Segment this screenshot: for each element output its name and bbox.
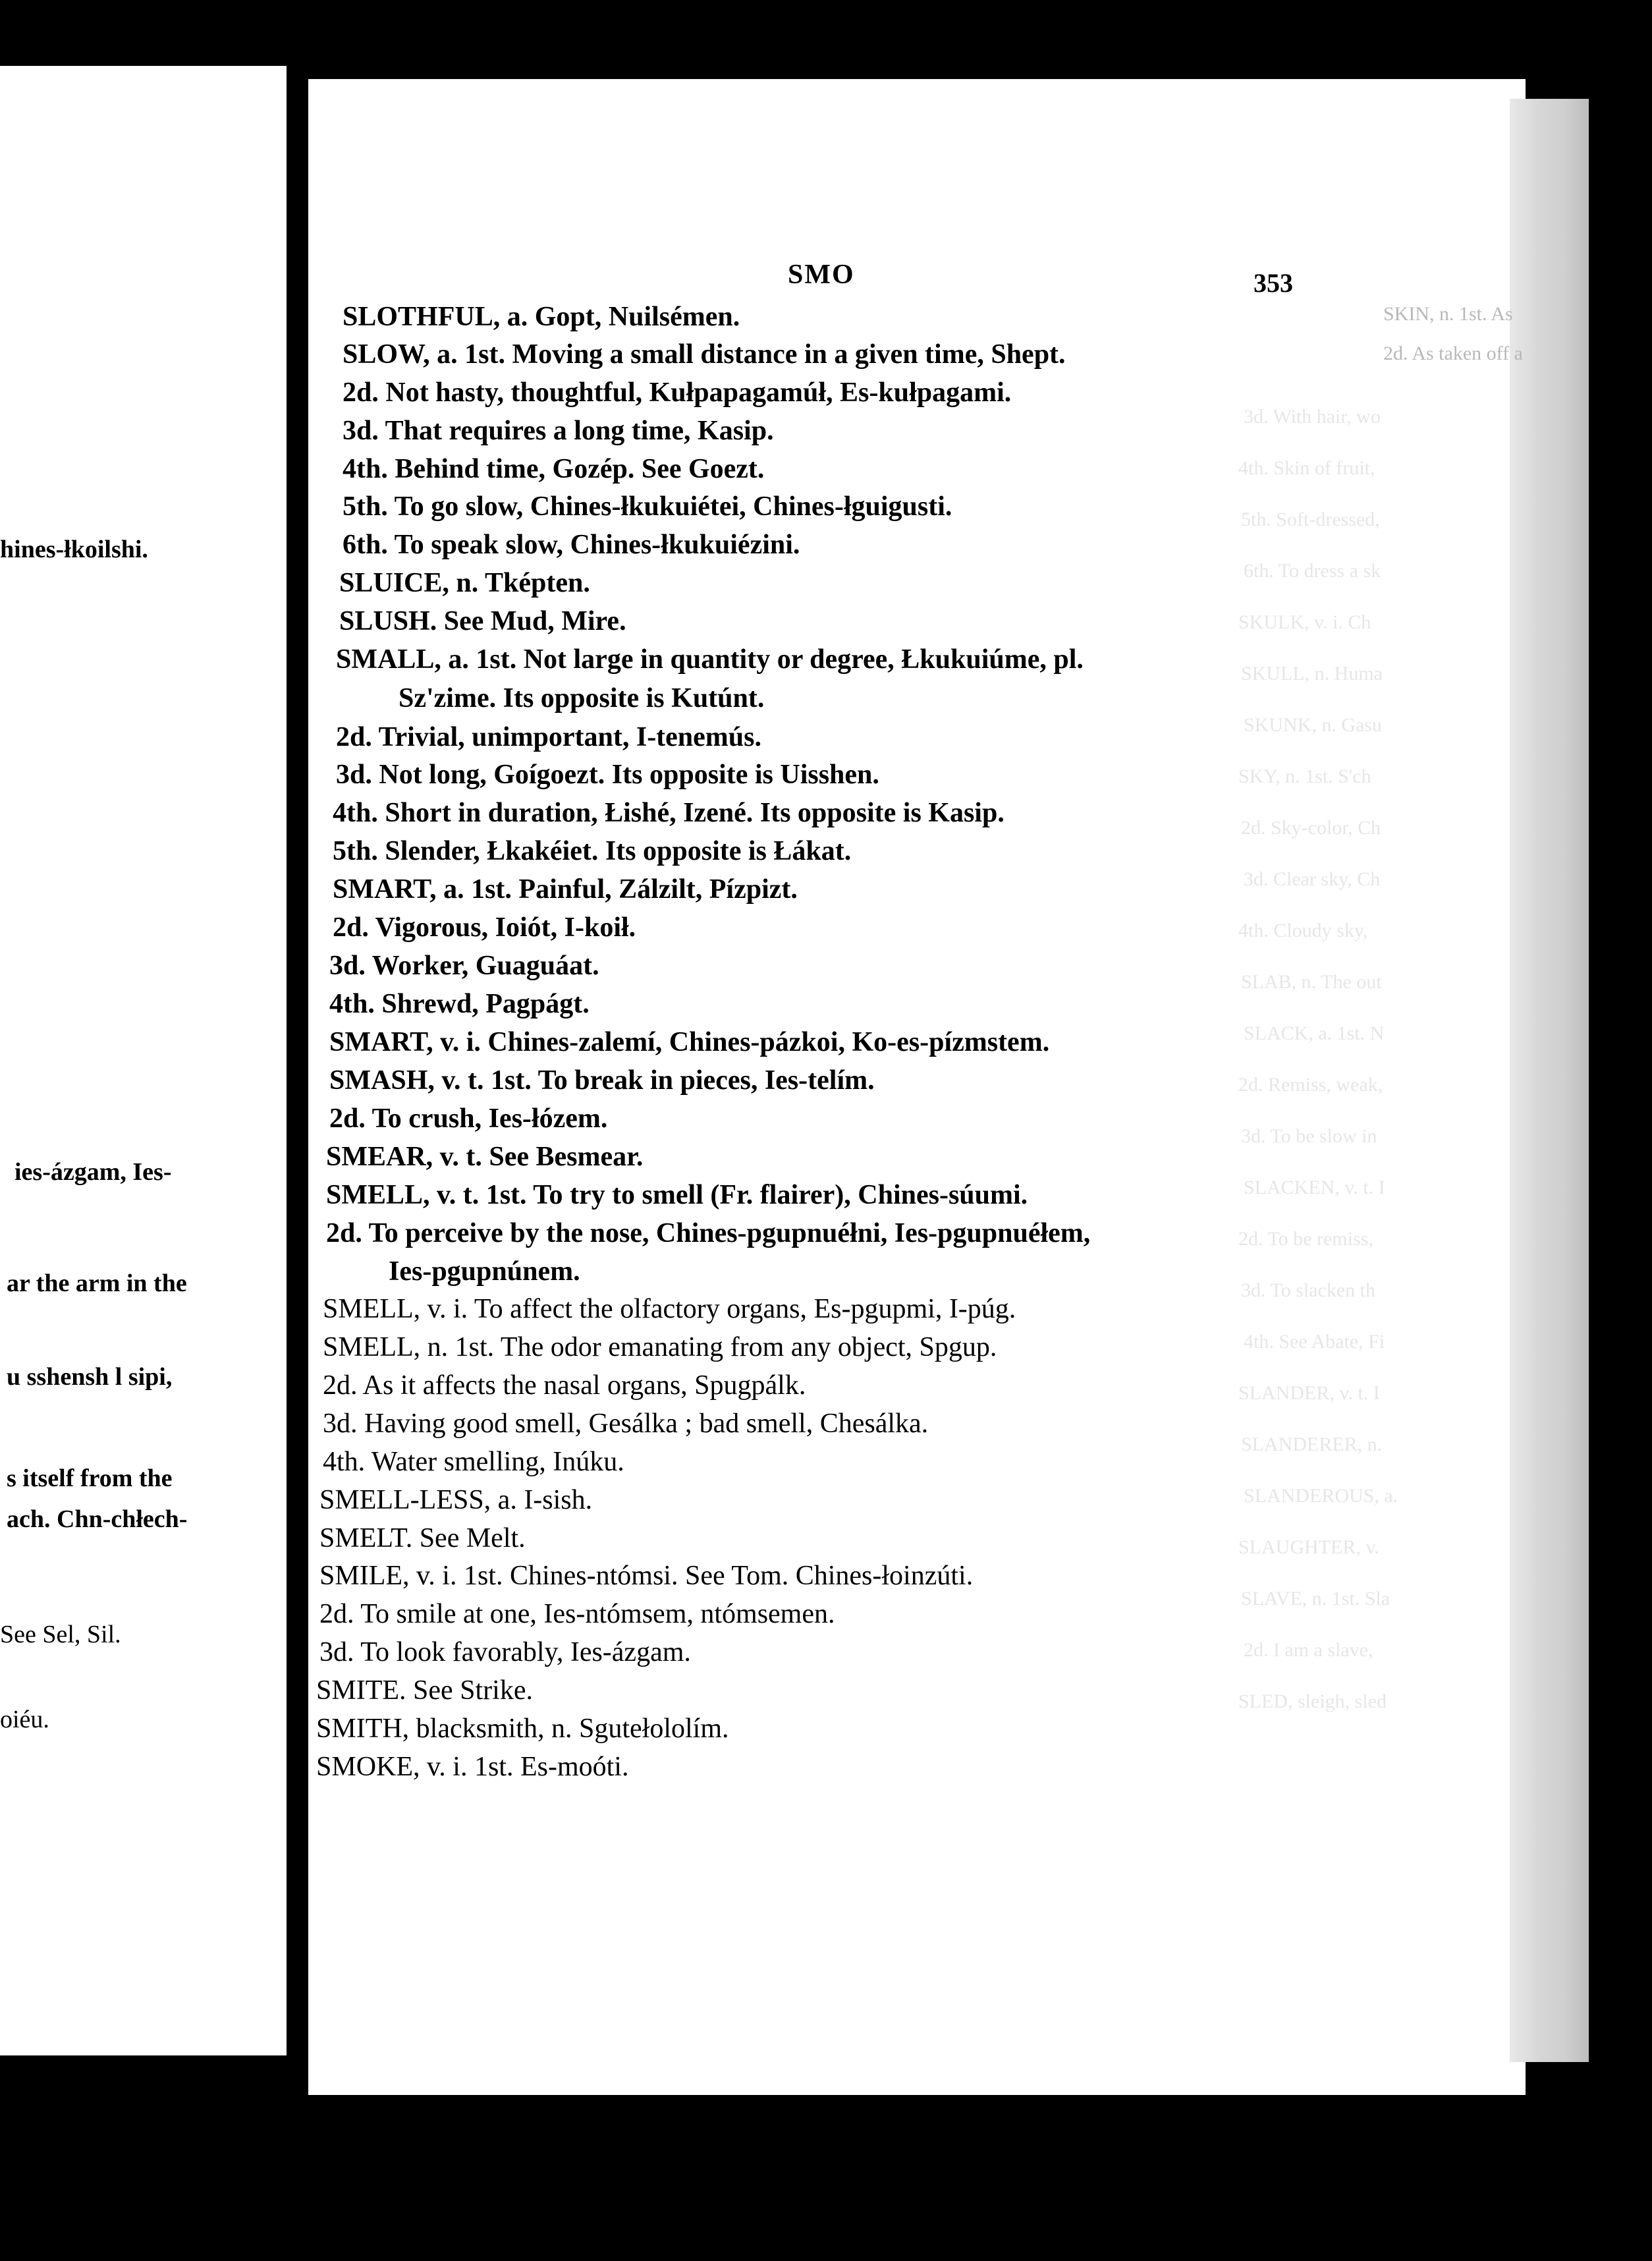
entry-line: 3d. Not long, Goígoezt. Its opposite is Uisshen. [336, 760, 879, 790]
bleed-line: SKIN, n. 1st. As [1383, 303, 1513, 325]
entry-line: SMART, a. 1st. Painful, Zálzilt, Pízpizt. [333, 874, 798, 905]
entry-line: 2d. To smile at one, Ies-ntómsem, ntómsemen. [319, 1599, 835, 1629]
left-page-line: oiéu. [0, 1706, 49, 1733]
entry-line: 2d. To crush, Ies-łózem. [329, 1103, 608, 1134]
entry-line: SMELL-LESS, a. I-sish. [319, 1485, 593, 1515]
entry-line: 2d. As it affects the nasal organs, Spugpálk. [323, 1370, 806, 1401]
bleed-line: 5th. Soft-dressed, [1241, 509, 1380, 530]
entry-line: SMART, v. i. Chines-zalemí, Chines-pázkoi, Ko-es-pízmstem. [329, 1027, 1050, 1057]
entry-line: SMASH, v. t. 1st. To break in pieces, Ies-telím. [329, 1065, 875, 1096]
page-edge [1510, 99, 1589, 2062]
entry-line: 2d. To perceive by the nose, Chines-pgupnuéłni, Ies-pgupnuéłem, [326, 1218, 1091, 1248]
bleed-line: SLACK, a. 1st. N [1244, 1022, 1385, 1044]
bleed-line: SLAUGHTER, v. [1238, 1536, 1379, 1558]
bleed-line: SKY, n. 1st. S'ch [1238, 766, 1371, 787]
bleed-line: 2d. I am a slave, [1244, 1639, 1373, 1661]
entry-line: SLUICE, n. Tképten. [339, 568, 590, 598]
left-page [0, 66, 287, 2055]
entry-line: SMILE, v. i. 1st. Chines-ntómsi. See Tom. Chines-łoinzúti. [319, 1561, 974, 1591]
bleed-line: 3d. Clear sky, Ch [1244, 868, 1381, 890]
entry-line: SMELT. See Melt. [319, 1523, 526, 1553]
entry-line: SMELL, n. 1st. The odor emanating from any object, Spgup. [323, 1332, 997, 1362]
entry-line: SMALL, a. 1st. Not large in quantity or degree, Łkukuiúme, pl. [336, 644, 1084, 675]
entry-line: SLUSH. See Mud, Mire. [339, 606, 626, 636]
entry-line: Ies-pgupnúnem. [389, 1256, 580, 1287]
bleed-line: 2d. Sky-color, Ch [1241, 817, 1381, 839]
running-head: SMO [788, 260, 855, 290]
entry-line: 3d. Having good smell, Gesálka ; bad smell, Chesálka. [323, 1409, 929, 1439]
bleed-line: SLED, sleigh, sled [1238, 1690, 1387, 1712]
entry-line: SMOKE, v. i. 1st. Es-moóti. [316, 1752, 629, 1782]
entry-line: SLOW, a. 1st. Moving a small distance in a given time, Shept. [343, 339, 1066, 370]
bleed-line: 2d. Remiss, weak, [1238, 1074, 1383, 1096]
entry-line: 2d. Trivial, unimportant, I-tenemús. [336, 722, 761, 752]
entry-line: 2d. Vigorous, Ioiót, I-koił. [333, 912, 636, 943]
entry-line: 6th. To speak slow, Chines-łkukuiézini. [343, 530, 800, 560]
entry-line: 3d. That requires a long time, Kasip. [343, 416, 774, 446]
entry-line: 4th. Behind time, Gozép. See Goezt. [343, 454, 765, 484]
bleed-line: 4th. See Abate, Fi [1244, 1331, 1385, 1353]
bleed-line: 4th. Cloudy sky, [1238, 920, 1368, 941]
bleed-line: SLANDERER, n. [1241, 1434, 1383, 1455]
bleed-line: 2d. To be remiss, [1238, 1228, 1373, 1250]
bleed-line: 2d. As taken off a [1383, 343, 1523, 364]
entry-line: 3d. To look favorably, Ies-ázgam. [319, 1637, 691, 1667]
entry-line: 3d. Worker, Guaguáat. [329, 951, 599, 981]
entry-line: SMITH, blacksmith, n. Sgutełololím. [316, 1714, 729, 1744]
entry-line: SMELL, v. i. To affect the olfactory organs, Es-pgupmi, I-púg. [323, 1294, 1016, 1324]
left-page-line: ach. Chn-chłech- [7, 1505, 188, 1533]
left-page-line: See Sel, Sil. [0, 1621, 121, 1648]
bleed-line: SLAB, n. The out [1241, 971, 1382, 993]
entry-line: 4th. Short in duration, Łishé, Izené. Its opposite is Kasip. [333, 798, 1005, 828]
page-number: 353 [1253, 268, 1293, 298]
left-page-line: u sshensh l sipi, [7, 1363, 173, 1391]
entry-line: 2d. Not hasty, thoughtful, Kułpapagamúł, Es-kułpagami. [343, 377, 1012, 408]
bleed-line: SKULK, v. i. Ch [1238, 611, 1371, 633]
bleed-line: SLAVE, n. 1st. Sla [1241, 1588, 1390, 1609]
entry-line: 5th. Slender, Łkakéiet. Its opposite is Łákat. [333, 836, 852, 866]
bleed-line: 6th. To dress a sk [1244, 560, 1381, 582]
bleed-line: 3d. With hair, wo [1244, 406, 1381, 428]
entry-line: 5th. To go slow, Chines-łkukuiétei, Chines-łguigusti. [343, 491, 952, 522]
entry-line: SMITE. See Strike. [316, 1675, 533, 1706]
entry-line: SMELL, v. t. 1st. To try to smell (Fr. flairer), Chines-súumi. [326, 1180, 1028, 1210]
entry-line: 4th. Shrewd, Pagpágt. [329, 989, 590, 1019]
left-page-line: ies-ázgam, Ies- [14, 1158, 172, 1186]
bleed-line: SKULL, n. Huma [1241, 663, 1383, 684]
bleed-line: 3d. To be slow in [1241, 1125, 1377, 1147]
left-page-line: hines-łkoilshi. [0, 536, 148, 563]
entry-line: SMEAR, v. t. See Besmear. [326, 1142, 644, 1172]
bleed-line: 3d. To slacken th [1241, 1279, 1375, 1301]
entry-line: SLOTHFUL, a. Gopt, Nuilsémen. [343, 302, 740, 332]
bleed-line: SLACKEN, v. t. I [1244, 1177, 1385, 1198]
bleed-line: SLANDER, v. t. I [1238, 1382, 1380, 1404]
bleed-line: 4th. Skin of fruit, [1238, 457, 1375, 479]
entry-line: Sz'zime. Its opposite is Kutúnt. [399, 683, 765, 713]
left-page-line: ar the arm in the [7, 1270, 187, 1297]
bleed-line: SLANDEROUS, a. [1244, 1485, 1398, 1507]
bleed-line: SKUNK, n. Gasu [1244, 714, 1382, 736]
entry-line: 4th. Water smelling, Inúku. [323, 1447, 624, 1477]
left-page-line: s itself from the [7, 1465, 173, 1492]
